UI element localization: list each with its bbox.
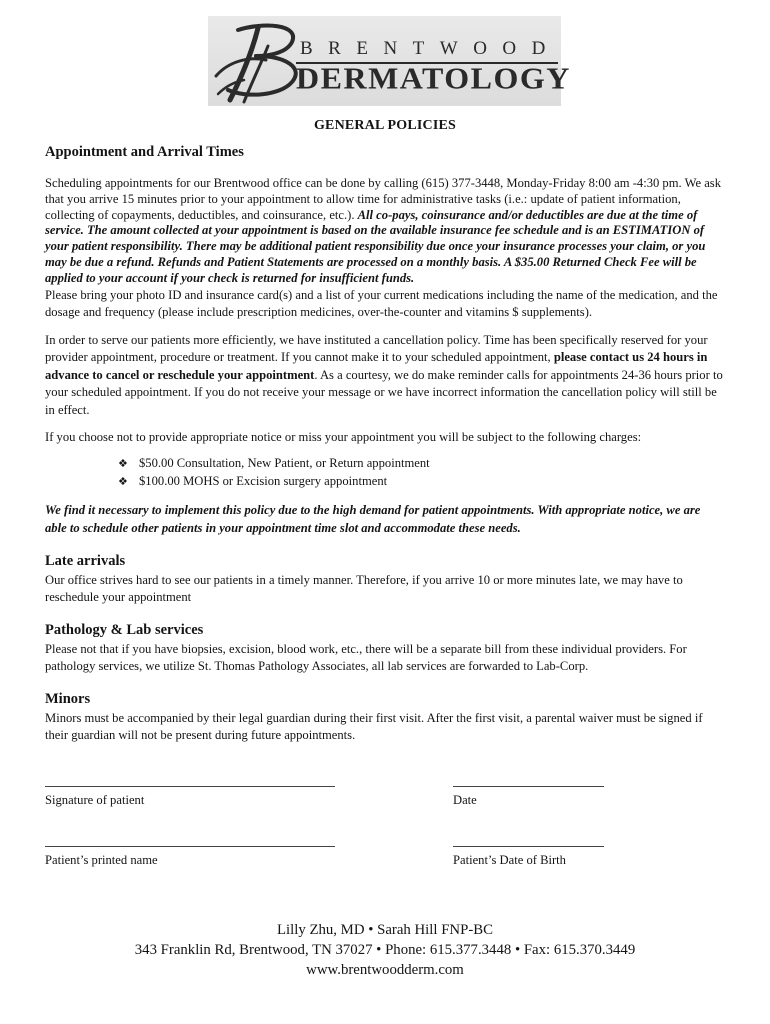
diamond-bullet-icon: ❖ [118, 457, 128, 471]
signature-label: Signature of patient [45, 793, 145, 807]
pathology-text: Please not that if you have biopsies, excision, blood work, etc., there will be a separate bill from these individual providers. For pathology services, we utilize St. Thomas Pathology Associates, all lab services are forwarded to Lab-Corp. [45, 642, 687, 674]
dob-label: Patient’s Date of Birth [453, 853, 566, 867]
appointment-heading: Appointment and Arrival Times [45, 144, 244, 160]
scheduling-paragraph [45, 176, 725, 287]
payment-notice: All co-pays, coinsurance and/or deductibles are due at the time of service. The amount collected at your appointment is based on the available insurance fee schedule and is an ESTIMATION of your patient responsibility. There may be additional patient responsibility due once your insurance processes your claim, or you may be due a refund. Refunds and Patient Statements are processed on a monthly basis. A $35.00 Returned Check Fee will be applied to your account if your check is returned for insufficient funds. [45, 207, 706, 285]
footer-website[interactable]: www.brentwoodderm.com [306, 962, 464, 978]
minors-heading: Minors [45, 691, 91, 708]
charge-mohs: $100.00 MOHS or Excision surgery appointment [139, 473, 388, 488]
scheduling-text: Scheduling appointments for our Brentwood office can be done by calling (615) 377-3448, Monday-Friday 8:00 am -4:30 pm. We ask that you arrive 15 minutes prior to your appointment to allow time for administrative tasks (i.e.: update of patient information, collecting of copayments, deductibles, and coinsurance, etc.). [45, 176, 721, 222]
date-field[interactable] [453, 786, 604, 808]
list-item [118, 455, 725, 473]
date-line [453, 786, 604, 787]
printed-name-line [45, 846, 335, 847]
printed-name-label: Patient’s printed name [45, 853, 158, 867]
bring-id-paragraph: Please bring your photo ID and insurance card(s) and a list of your current medications including the name of the medication, and the dosage and frequency (please include prescription medicines, over-the-counter and vitamins $ supplements). [45, 287, 718, 320]
cancellation-text-2: . As a courtesy, we do make reminder calls for appointments 24-36 hours prior to your scheduled appointment. If you do not receive your message or we have incorrect information the cancellation policy will still be in effect. [45, 367, 723, 417]
footer-address: 343 Franklin Rd, Brentwood, TN 37027 • Phone: 615.377.3448 • Fax: 615.370.3449 [134, 942, 636, 958]
diamond-bullet-icon: ❖ [118, 474, 128, 488]
footer [0, 920, 770, 980]
policy-content [45, 118, 725, 760]
charges-intro: If you choose not to provide appropriate notice or miss your appointment you will be subject to the following charges: [45, 430, 642, 445]
charge-consultation: $50.00 Consultation, New Patient, or Return appointment [139, 456, 430, 471]
dob-field[interactable] [453, 846, 604, 868]
dob-line [453, 846, 604, 847]
minors-text: Minors must be accompanied by their legal guardian during their first visit. After the first visit, a parental waiver must be signed if their guardian will not be present during future appointments. [45, 711, 703, 743]
charges-list [45, 455, 725, 490]
signature-field[interactable] [45, 786, 335, 808]
signature-line [45, 786, 335, 787]
list-item [118, 473, 725, 491]
date-label: Date [453, 793, 477, 807]
document-title: GENERAL POLICIES [313, 118, 457, 133]
logo-brentwood-text: BRENTWOOD [300, 38, 561, 59]
footer-providers: Lilly Zhu, MD • Sarah Hill FNP-BC [276, 922, 494, 938]
late-arrivals-heading: Late arrivals [45, 553, 126, 570]
brentwood-dermatology-logo [208, 16, 571, 106]
cancellation-text-1: In order to serve our patients more efficiently, we have instituted a cancellation policy. Time has been specifically reserved for your provider appointment, procedure or treatment. If you cannot make it to your scheduled appointment, [45, 332, 708, 365]
printed-name-field[interactable] [45, 846, 335, 868]
late-arrivals-text: Our office strives hard to see our patients in a timely manner. Therefore, if you arrive 10 or more minutes late, we may have to reschedule your appointment [45, 573, 683, 605]
cancellation-notice: please contact us 24 hours in advance to cancel or reschedule your appointment [45, 350, 708, 382]
logo-dermatology-text: DERMATOLOGY [296, 60, 571, 96]
pathology-heading: Pathology & Lab services [45, 622, 204, 639]
policy-rationale: We find it necessary to implement this policy due to the high demand for patient appointments. With appropriate notice, we are able to schedule other patients in your appointment time slot and accommodate these needs. [45, 503, 701, 535]
cancellation-paragraph [45, 332, 725, 420]
